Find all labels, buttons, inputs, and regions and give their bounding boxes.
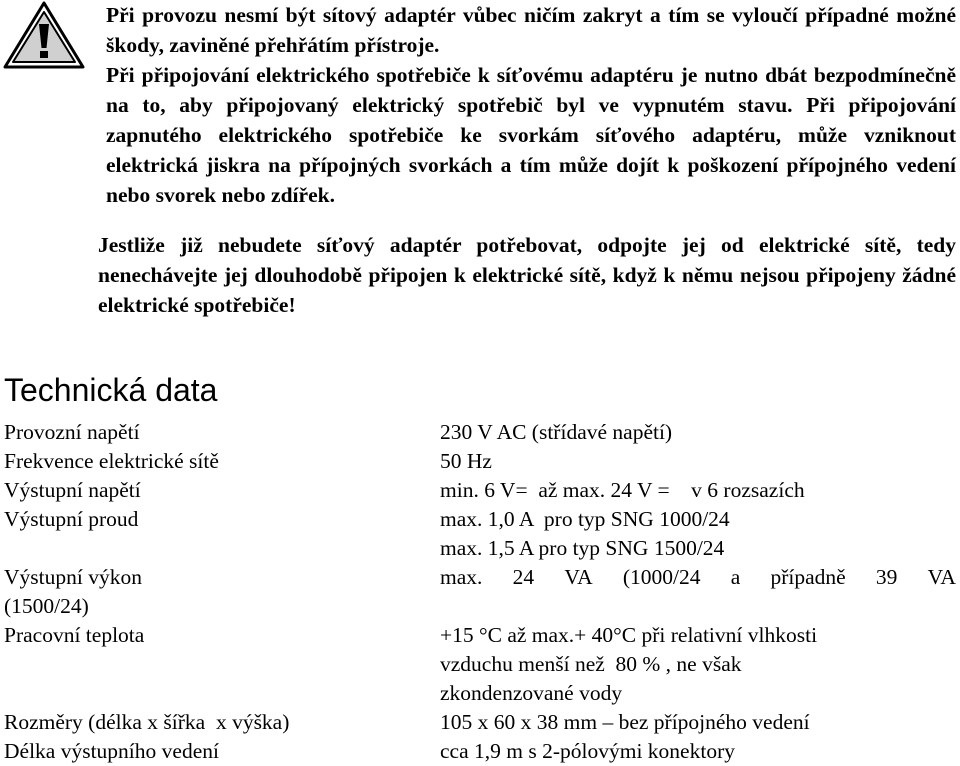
spec-label-dimensions: Rozměry (délka x šířka x výška) — [4, 710, 290, 734]
warning-text — [106, 0, 956, 210]
spec-label-frequency: Frekvence elektrické sítě — [4, 449, 219, 473]
spec-value-temperature: vzduchu menší než 80 % , ne však — [440, 652, 742, 676]
spec-value-part: případně — [770, 565, 846, 589]
spec-label-output-current: Výstupní proud — [4, 507, 139, 531]
spec-value-dimensions: 105 x 60 x 38 mm – bez přípojného vedení — [440, 710, 810, 734]
disconnect-note: Jestliže již nebudete síťový adaptér potřebovat, odpojte jej od elektrické sítě, tedy nenechávejte jej dlouhodobě připojen k elektrické sítě, když k němu nejsou připojeny žádné elektrické spotřebiče! — [98, 233, 956, 317]
spec-value-cable-length: cca 1,9 m s 2-pólovými konektory — [440, 739, 735, 763]
spec-value-voltage: 230 V AC (střídavé napětí) — [440, 420, 673, 444]
spec-value-output-power-continuation: (1500/24) — [4, 594, 89, 618]
spec-value-part: VA — [564, 565, 593, 589]
warning-paragraph: Při připojování elektrického spotřebiče k síťovému adaptéru je nutno dbát bezpodmínečně na to, aby připojovaný elektrický spotřebič byl ve vypnutém stavu. Při připojování zapnutého elektrického spotřebiče ke svorkám síťového adaptéru, může vzniknout elektrická jiskra na přípojných svorkách a tím může dojít k poškození přípojného vedení nebo svorek nebo zdířek. — [106, 63, 956, 207]
spec-label-output-power: Výstupní výkon — [4, 565, 142, 589]
spec-label-voltage: Provozní napětí — [4, 420, 140, 444]
spec-label-cable-length: Délka výstupního vedení — [4, 739, 219, 763]
spec-value-temperature: +15 °C až max.+ 40°C při relativní vlhkosti — [440, 623, 818, 647]
spec-value-part: VA — [927, 565, 956, 589]
spec-value-temperature: zkondenzované vody — [440, 681, 623, 705]
spec-value-part: max. — [440, 565, 483, 589]
spec-value-frequency: 50 Hz — [440, 449, 492, 473]
spec-value-part: (1000/24 — [622, 565, 701, 589]
spec-label-temperature: Pracovní teplota — [4, 623, 145, 647]
spec-value-output-current: max. 1,5 A pro typ SNG 1500/24 — [440, 536, 725, 560]
spec-value-output-current: max. 1,0 A pro typ SNG 1000/24 — [440, 507, 730, 531]
spec-value-output-power — [440, 563, 956, 592]
spec-value-part: 39 — [875, 565, 898, 589]
warning-triangle-icon — [2, 0, 86, 70]
spec-value-part: a — [730, 565, 741, 589]
spec-value-part: 24 — [512, 565, 535, 589]
section-title: Technická data — [4, 372, 218, 408]
spec-label-output-voltage: Výstupní napětí — [4, 478, 141, 502]
spec-value-output-voltage: min. 6 V= až max. 24 V = v 6 rozsazích — [440, 478, 805, 502]
warning-paragraph: Při provozu nesmí být sítový adaptér vůbec ničím zakryt a tím se vyloučí případné možné škody, zaviněné přehřátím přístroje. — [106, 3, 956, 57]
